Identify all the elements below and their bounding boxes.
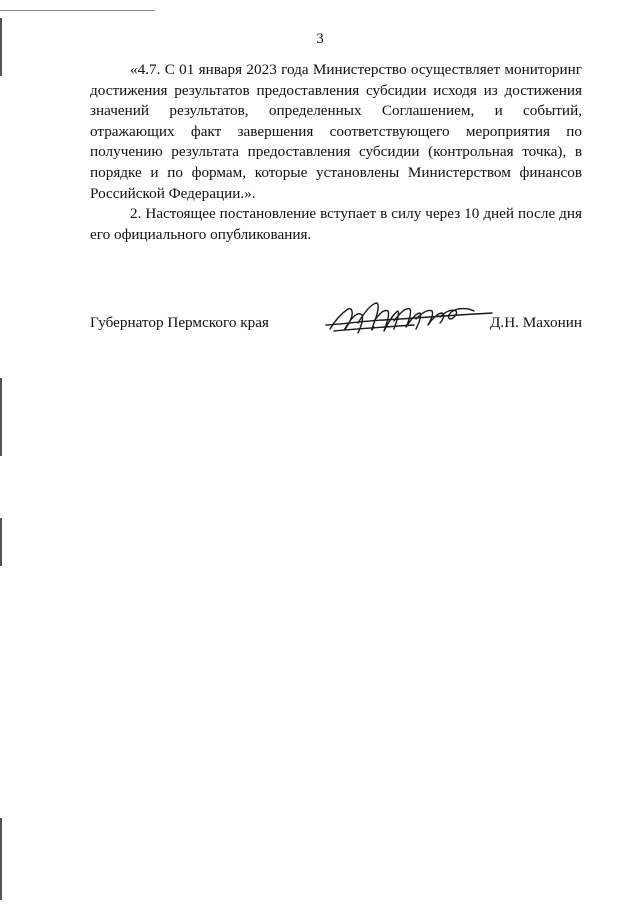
scan-artifact-edge xyxy=(0,818,2,900)
signature-block xyxy=(90,313,582,343)
signatory-name: Д.Н. Махонин xyxy=(490,314,582,331)
scan-artifact-line xyxy=(0,10,155,11)
signatory-title: Губернатор Пермского края xyxy=(90,314,269,331)
body-text xyxy=(90,60,582,245)
paragraph-4-7: «4.7. С 01 января 2023 года Министерство осуществляет мониторинг достижения результатов предоставления субсидии исходя из достижения значений результатов, определенных Соглашением, и событий, отражающих факт завершения соответствующего мероприятия по получению результата предоставления субсидии (контрольная точка), в порядке и по формам, которые установлены Министерством финансов Российской Федерации.». xyxy=(90,61,582,202)
scan-artifact-edge xyxy=(0,518,2,566)
page-number: 3 xyxy=(316,31,324,47)
handwritten-signature xyxy=(324,299,494,341)
scan-artifact-edge xyxy=(0,378,2,456)
paragraph-2: 2. Настоящее постановление вступает в силу через 10 дней после дня его официального опубликования. xyxy=(90,205,582,243)
